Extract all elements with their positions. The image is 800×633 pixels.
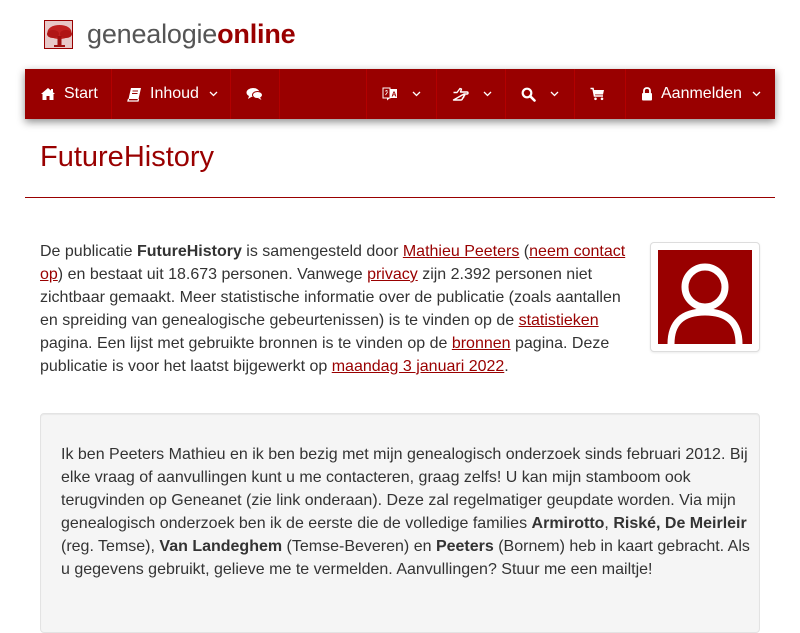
intro-text: pagina. Deze publicatie is voor het laatst bijgewerkt op — [40, 334, 610, 375]
site-name — [87, 18, 295, 50]
description-text: Ik ben Peeters Mathieu en ik ben bezig met mijn genealogisch onderzoek sinds februari 2012. Bij elke vraag of aanvullingen kunt u me contacteren, graag zelfs! U kan mijn stamboom ook terugvinden op Geneanet (zie link onderaan). Deze zal regelmatiger geupdate worden. Via mijn genealogisch onderzoek ben ik de eerste die de volledige families — [61, 446, 748, 532]
nav-spacer — [280, 69, 367, 119]
intro-text: ) en bestaat uit 18.673 personen. Vanwege — [57, 265, 368, 283]
author-link[interactable]: Mathieu Peeters — [402, 243, 520, 260]
chevron-down-icon — [550, 91, 559, 97]
contact-link[interactable]: neem contact op — [40, 243, 626, 283]
nav-inhoud[interactable] — [112, 69, 231, 119]
cart-icon — [590, 87, 605, 101]
hand-pointer-icon — [452, 87, 469, 101]
tree-icon — [44, 20, 73, 49]
intro-text: ( — [519, 243, 530, 260]
language-icon — [382, 86, 398, 102]
page-title: FutureHistory — [40, 141, 215, 173]
chevron-down-icon — [412, 91, 421, 97]
intro-text: De publicatie — [40, 243, 137, 260]
statistics-link[interactable]: statistieken — [518, 311, 599, 329]
sources-link[interactable]: bronnen — [451, 334, 511, 352]
nav-start-label: Start — [64, 85, 98, 102]
site-name-part2: online — [217, 19, 296, 49]
description-text: (Bornem) heb in kaart gebracht. Als u gegevens gebruikt, gelieve me te vermelden. Aanvullingen? Stuur me een mailtje! — [61, 537, 750, 578]
intro-text: pagina. Een lijst met gebruikte bronnen is te vinden op de — [40, 334, 452, 352]
publication-name: FutureHistory — [136, 243, 242, 260]
chevron-down-icon — [752, 91, 761, 97]
description-text: (reg. Temse), — [61, 537, 160, 555]
svg-text:A: A — [391, 91, 397, 99]
intro-text: zijn 2.392 personen niet zichtbaar gemaakt. Meer statistische informatie over de publicatie (zoals aantallen en spreiding van genealogische gebeurtenissen) is te vinden op de — [40, 265, 621, 329]
site-name-part1: genealogie — [87, 19, 218, 49]
main-navbar — [25, 69, 775, 119]
intro-text: is samengesteld door — [241, 243, 403, 260]
chevron-down-icon — [483, 91, 492, 97]
user-icon — [658, 250, 752, 344]
book-icon — [127, 87, 142, 102]
home-icon — [40, 87, 56, 101]
nav-login[interactable] — [626, 69, 775, 119]
description-text: , — [604, 514, 614, 532]
comments-icon — [246, 87, 263, 101]
privacy-link[interactable]: privacy — [367, 265, 418, 283]
author-description — [61, 444, 751, 581]
nav-language[interactable] — [367, 69, 437, 119]
nav-forum[interactable] — [231, 69, 280, 119]
description-text: (Temse-Beveren) en — [282, 537, 436, 555]
nav-login-label: Aanmelden — [661, 85, 742, 102]
author-avatar[interactable] — [650, 242, 760, 352]
family-name: Riské, De Meirleir — [613, 514, 747, 532]
nav-start[interactable] — [25, 69, 112, 119]
search-icon — [521, 87, 536, 102]
family-name: Van Landeghem — [159, 537, 283, 555]
nav-search[interactable] — [506, 69, 575, 119]
nav-inhoud-label: Inhoud — [150, 85, 199, 102]
publication-intro — [40, 241, 640, 378]
chevron-down-icon — [209, 91, 218, 97]
family-name: Peeters — [435, 537, 494, 555]
lock-icon — [641, 87, 653, 101]
intro-text: . — [504, 357, 509, 375]
site-logo[interactable] — [44, 18, 295, 50]
author-description-panel — [40, 413, 760, 633]
family-name: Armirotto — [531, 514, 605, 532]
nav-cart[interactable] — [575, 69, 626, 119]
nav-pointer[interactable] — [437, 69, 506, 119]
last-updated-link[interactable]: maandag 3 januari 2022 — [331, 357, 505, 375]
title-divider — [25, 197, 775, 198]
